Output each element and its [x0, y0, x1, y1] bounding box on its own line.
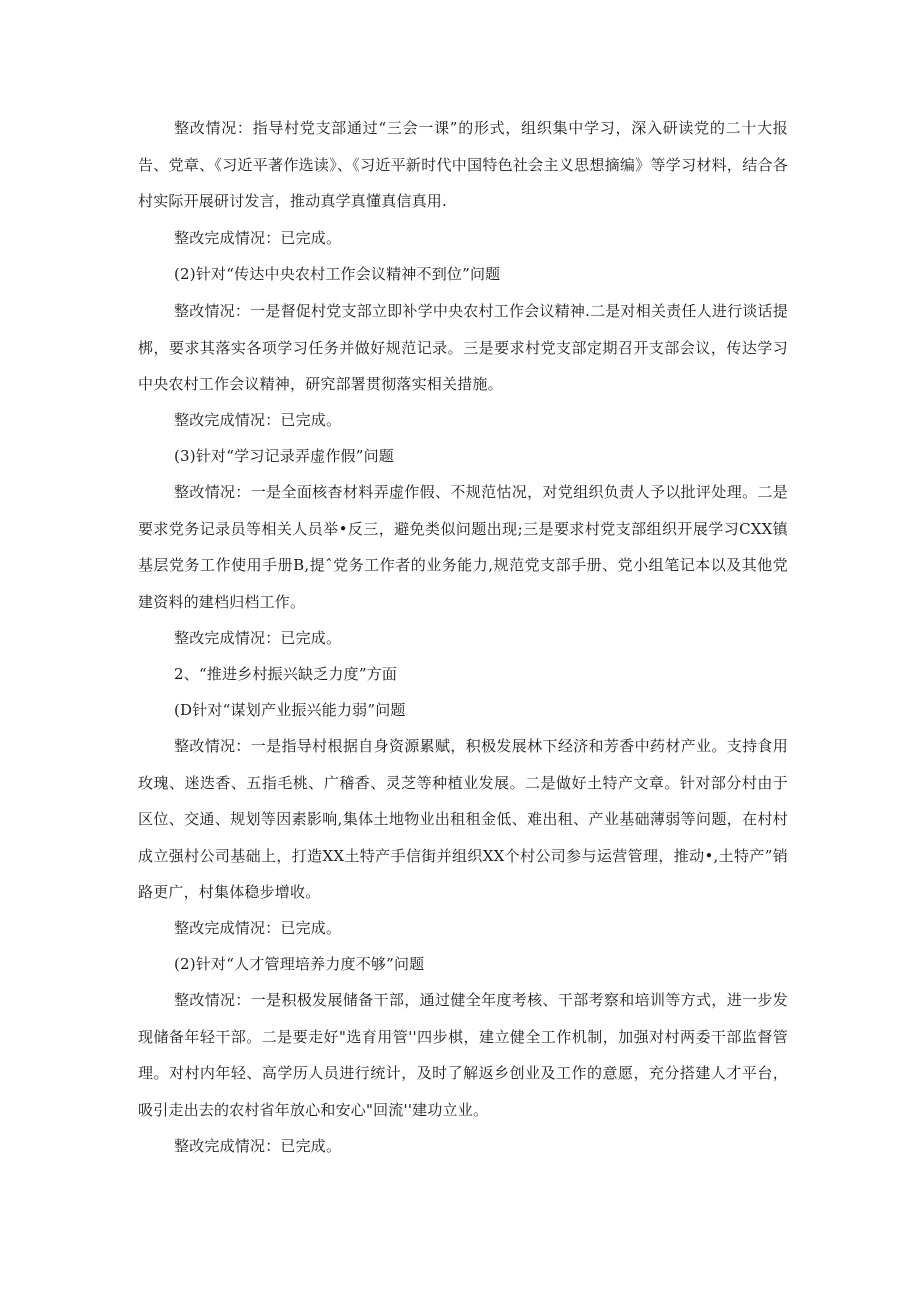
section-heading: 2、“推进乡村振兴缺乏力度”方面	[174, 665, 398, 683]
paragraph-completion-status: 整改完成情况：已完成。	[174, 229, 342, 247]
section-heading: (D针对“谋划产业振兴能力弱”问题	[174, 701, 406, 719]
paragraph-completion-status: 整改完成情况：已完成。	[174, 1137, 342, 1155]
paragraph-rectification-conference: 整改情况：一是督促村党支部立即补学中央农村工作会议精神.二是对相关责任人进行谈话提梆，要求其落实各项学习任务并做好规范记录。三是要求村党支部定期召开支部会议，传达学习中央农村工作会议精神，研究部署贯彻落实相关措施。	[138, 302, 788, 393]
section-heading: (3)针对“学习记录弄虚作假”问题	[174, 447, 394, 465]
paragraph-completion-status: 整改完成情况：已完成。	[174, 919, 342, 937]
paragraph-completion-status: 整改完成情况：已完成。	[174, 629, 342, 647]
paragraph-rectification-records: 整改情况：一是全面核杳材料弄虚作假、不规范怙况，对党组织负责人予以批评处理。二是要求党务记录员等相关人员举•反三，避免类似问题出现;三是要求村党支部组织开展学习CXX镇基层党务工作使用手册B,提ˆ党务工作者的业务能力,规范党支部手册、党小组笔记本以及其他党建资料的建档归档工作。	[138, 483, 788, 611]
paragraph-rectification-talent: 整改情况：一是积极发展储备干部，通过健全年度考核、干部考察和培训等方式，进一步发现储备年轻干部。二是要走好"选育用管''四步棋，建立健全工作机制，加强对村两委干部监督管理。对村内年轻、高学历人员进行统计，及时了解返乡创业及工作的意愿，充分搭建人才平台，吸引走出去的农村省年放心和安心"回流''建功立业。	[138, 991, 788, 1119]
paragraph-completion-status: 整改完成情况：已完成。	[174, 411, 342, 429]
paragraph-rectification-industry: 整改情况：一是指导村根据自身资源累赋，积极发展林下经济和芳香中药材产业。支持食用玫瑰、迷迭香、五指毛桃、广稽香、灵芝等种植业发展。二是做好土特产文章。针对部分村由于区位、交通、规划等因素影响,集体土地物业出租租金低、难出租、产业基础薄弱等问题，在村村成立强村公司基础上，打造XX土特产手信街并组织XX个村公司参与运营管理，推动•,土特产”销路更广，村集体稳步增收。	[138, 737, 788, 901]
section-heading: (2)针对“人才管理培养力度不够”问题	[174, 955, 425, 973]
section-heading: (2)针对“传达中央农村工作会议精神不到位”问题	[174, 265, 501, 283]
paragraph-rectification-study: 整改情况：指导村党支部通过“三会一课”的形式，组织集中学习，深入研读党的二十大报告、党章、《习近平著作选读》、《习近平新时代中国特色社会主义思想摘编》等学习材料，结合各村实际开展研讨发言，推动真学真懂真信真用.	[138, 119, 788, 210]
